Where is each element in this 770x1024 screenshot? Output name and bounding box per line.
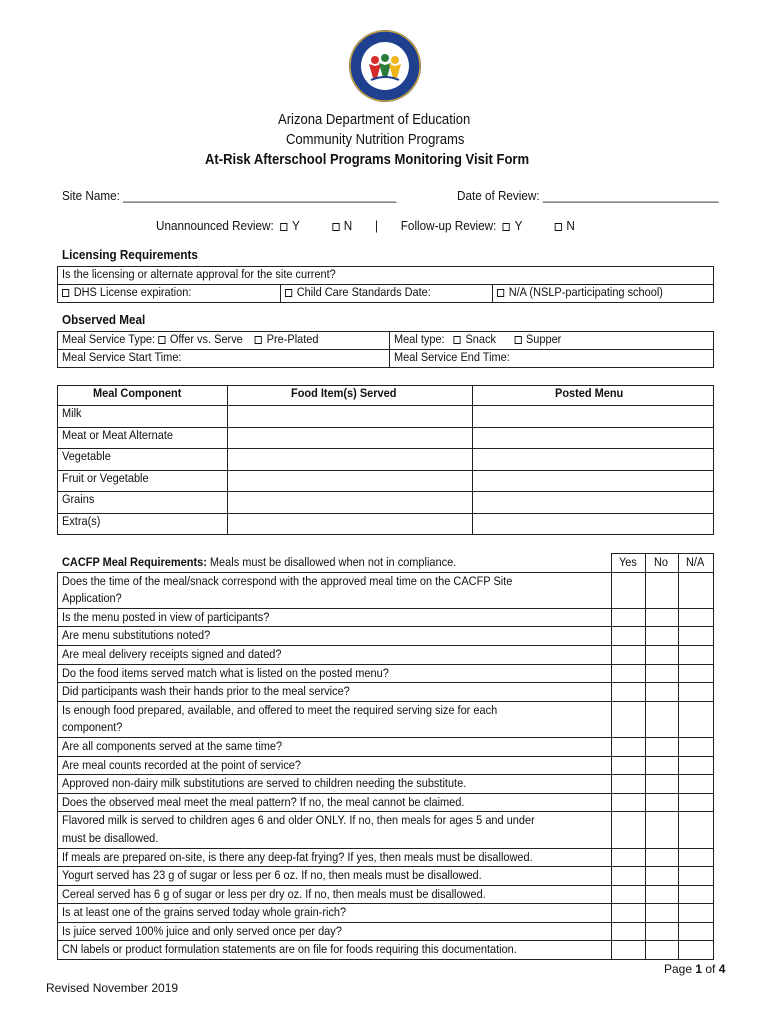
requirement-text: Is the menu posted in view of participants?: [62, 609, 270, 624]
answer-no-cell[interactable]: [646, 775, 679, 794]
answer-no-cell[interactable]: [646, 756, 679, 775]
answer-na-cell[interactable]: [679, 701, 714, 737]
posted-menu-cell[interactable]: [473, 427, 714, 449]
requirement-text: Yogurt served has 23 g of sugar or less per 6 oz. If no, then meals must be disallowed.: [62, 868, 482, 883]
page-number: 1: [695, 962, 703, 976]
requirement-text: Is juice served 100% juice and only served once per day?: [62, 923, 342, 938]
component-milk: Milk: [62, 406, 82, 420]
answer-na-cell[interactable]: [679, 922, 714, 941]
table-row: [58, 492, 714, 514]
snack-label: Snack: [465, 332, 496, 346]
snack-checkbox[interactable]: [454, 336, 461, 344]
col-posted-menu: Posted Menu: [555, 386, 624, 400]
cacfp-heading: CACFP Meal Requirements:: [61, 554, 207, 569]
answer-no-cell[interactable]: [646, 867, 679, 886]
child-care-checkbox[interactable]: [285, 289, 292, 297]
requirement-text: CN labels or product formulation statements are on file for foods requiring this documentation.: [62, 942, 517, 957]
answer-na-cell[interactable]: [679, 812, 714, 848]
child-care-label: Child Care Standards Date:: [296, 285, 431, 299]
table-row: [58, 775, 714, 794]
table-row: [58, 513, 714, 535]
answer-na-cell[interactable]: [679, 664, 714, 683]
table-row: [58, 867, 714, 886]
table-row: [58, 470, 714, 492]
no-label: N: [566, 218, 575, 233]
answer-na-cell[interactable]: [679, 627, 714, 646]
answer-na-cell[interactable]: [679, 941, 714, 960]
licensing-question: Is the licensing or alternate approval for the site current?: [62, 267, 336, 281]
requirement-text: must be disallowed.: [62, 830, 159, 845]
posted-menu-cell[interactable]: [473, 449, 714, 471]
answer-yes-cell[interactable]: [612, 793, 646, 812]
answer-na-cell[interactable]: [679, 885, 714, 904]
answer-na-cell[interactable]: [679, 904, 714, 923]
posted-menu-cell[interactable]: [473, 492, 714, 514]
table-row: [58, 904, 714, 923]
requirement-text: Did participants wash their hands prior to the meal service?: [62, 684, 350, 699]
answer-yes-cell[interactable]: [612, 664, 646, 683]
meal-type-label: Meal type:: [394, 332, 445, 346]
form-title: At-Risk Afterschool Programs Monitoring Visit Form: [204, 152, 530, 168]
answer-na-cell[interactable]: [679, 867, 714, 886]
answer-yes-cell[interactable]: [612, 941, 646, 960]
table-row: [58, 572, 714, 608]
food-item-cell[interactable]: [228, 449, 473, 471]
requirement-text: Does the observed meal meet the meal pattern? If no, the meal cannot be claimed.: [62, 794, 465, 809]
unannounced-label: Unannounced Review:: [156, 218, 274, 233]
table-row: [58, 406, 714, 428]
answer-na-cell[interactable]: [679, 775, 714, 794]
no-label: N: [343, 218, 353, 233]
food-item-cell[interactable]: [228, 513, 473, 535]
answer-no-cell[interactable]: [646, 608, 679, 627]
answer-no-cell[interactable]: [646, 664, 679, 683]
answer-no-cell[interactable]: [646, 627, 679, 646]
cacfp-table: [57, 553, 714, 960]
answer-no-cell[interactable]: [646, 572, 679, 608]
answer-na-cell[interactable]: [679, 572, 714, 608]
component-vegetable: Vegetable: [62, 449, 111, 463]
requirement-text: Are all components served at the same time?: [62, 738, 283, 753]
col-na: N/A: [685, 555, 705, 569]
table-row: [58, 683, 714, 702]
table-row: [58, 645, 714, 664]
yes-label: Y: [514, 218, 523, 233]
answer-no-cell[interactable]: [646, 848, 679, 867]
answer-no-cell[interactable]: [646, 701, 679, 737]
answer-na-cell[interactable]: [679, 683, 714, 702]
table-row: [58, 701, 714, 737]
answer-na-cell[interactable]: [679, 608, 714, 627]
requirement-text: Flavored milk is served to children ages 6 and older ONLY. If no, then meals for ages 5 and under: [62, 813, 535, 828]
food-item-cell[interactable]: [228, 406, 473, 428]
answer-no-cell[interactable]: [646, 793, 679, 812]
service-type-label: Meal Service Type:: [62, 332, 156, 346]
requirement-text: If meals are prepared on-site, is there any deep-fat frying? If yes, then meals must be disallowed.: [62, 849, 533, 864]
answer-no-cell[interactable]: [646, 941, 679, 960]
component-grains: Grains: [62, 492, 95, 506]
food-item-cell[interactable]: [228, 427, 473, 449]
table-row: [58, 427, 714, 449]
col-no: No: [654, 555, 669, 569]
table-row: [58, 737, 714, 756]
col-food-items: Food Item(s) Served: [291, 386, 397, 400]
end-time-field[interactable]: Meal Service End Time:: [394, 350, 510, 364]
followup-yes-checkbox[interactable]: [503, 223, 510, 231]
cacfp-note: Meals must be disallowed when not in compliance.: [206, 554, 456, 569]
component-extras: Extra(s): [62, 513, 101, 528]
followup-no-checkbox[interactable]: [555, 223, 562, 231]
revised-date: Revised November 2019: [46, 981, 179, 995]
table-row: [58, 885, 714, 904]
food-item-cell[interactable]: [228, 492, 473, 514]
answer-no-cell[interactable]: [646, 812, 679, 848]
answer-yes-cell[interactable]: [612, 885, 646, 904]
requirement-text: Approved non-dairy milk substitutions are served to children needing the substitute.: [62, 776, 467, 791]
col-yes: Yes: [618, 555, 637, 569]
start-time-field[interactable]: Meal Service Start Time:: [62, 350, 182, 364]
answer-no-cell[interactable]: [646, 904, 679, 923]
answer-yes-cell[interactable]: [612, 848, 646, 867]
supper-label: Supper: [525, 332, 562, 346]
answer-no-cell[interactable]: [646, 922, 679, 941]
col-meal-component: Meal Component: [93, 386, 182, 400]
observed-heading: Observed Meal: [62, 312, 146, 327]
answer-yes-cell[interactable]: [612, 701, 646, 737]
table-row: [58, 922, 714, 941]
page-prefix: Page: [664, 962, 696, 976]
answer-yes-cell[interactable]: [612, 683, 646, 702]
offer-label: Offer vs. Serve: [169, 332, 243, 346]
meal-components-table: [57, 385, 714, 535]
dhs-checkbox[interactable]: [62, 289, 69, 297]
unannounced-yes-checkbox[interactable]: [280, 223, 287, 231]
table-row: [58, 756, 714, 775]
answer-yes-cell[interactable]: [612, 645, 646, 664]
answer-yes-cell[interactable]: [612, 627, 646, 646]
dhs-label: DHS License expiration:: [73, 285, 192, 299]
requirement-text: component?: [62, 720, 123, 735]
answer-yes-cell[interactable]: [612, 812, 646, 848]
site-name-field[interactable]: Site Name: __________________________________________: [62, 188, 397, 203]
unannounced-no-checkbox[interactable]: [332, 223, 339, 231]
na-nslp-label: N/A (NSLP-participating school): [508, 285, 663, 299]
followup-label: Follow-up Review:: [400, 218, 497, 233]
requirement-text: Is enough food prepared, available, and offered to meet the required serving size for each: [62, 702, 498, 717]
answer-na-cell[interactable]: [679, 848, 714, 867]
answer-no-cell[interactable]: [646, 683, 679, 702]
observed-meal-table: [57, 331, 714, 368]
answer-na-cell[interactable]: [679, 645, 714, 664]
answer-na-cell[interactable]: [679, 793, 714, 812]
posted-menu-cell[interactable]: [473, 406, 714, 428]
posted-menu-cell[interactable]: [473, 513, 714, 535]
posted-menu-cell[interactable]: [473, 470, 714, 492]
preplated-label: Pre-Plated: [266, 332, 319, 346]
agency-logo: [347, 28, 423, 104]
requirement-text: Are meal counts recorded at the point of service?: [62, 757, 302, 772]
answer-yes-cell[interactable]: [612, 756, 646, 775]
table-row: [58, 608, 714, 627]
yes-label: Y: [291, 218, 300, 233]
requirement-text: Application?: [62, 591, 122, 606]
page-of: of: [702, 962, 719, 976]
answer-yes-cell[interactable]: [612, 608, 646, 627]
answer-yes-cell[interactable]: [612, 867, 646, 886]
table-row: [58, 664, 714, 683]
table-row: [58, 449, 714, 471]
answer-no-cell[interactable]: [646, 645, 679, 664]
na-nslp-checkbox[interactable]: [497, 289, 504, 297]
supper-checkbox[interactable]: [514, 336, 521, 344]
answer-no-cell[interactable]: [646, 737, 679, 756]
answer-na-cell[interactable]: [679, 756, 714, 775]
licensing-heading: Licensing Requirements: [62, 247, 198, 262]
requirement-text: Does the time of the meal/snack correspond with the approved meal time on the CACFP Site: [62, 573, 513, 588]
answer-yes-cell[interactable]: [612, 904, 646, 923]
requirement-text: Are menu substitutions noted?: [62, 628, 211, 643]
separator: |: [374, 218, 379, 233]
table-row: [58, 812, 714, 848]
program-name: Community Nutrition Programs: [285, 132, 465, 148]
requirement-text: Is at least one of the grains served today whole grain-rich?: [62, 905, 347, 920]
food-item-cell[interactable]: [228, 470, 473, 492]
offer-checkbox[interactable]: [158, 336, 165, 344]
date-of-review-field[interactable]: Date of Review: ___________________________: [457, 188, 719, 203]
table-row: [58, 793, 714, 812]
requirement-text: Do the food items served match what is listed on the posted menu?: [62, 665, 389, 680]
table-row: [58, 941, 714, 960]
page-total: 4: [718, 962, 726, 976]
requirement-text: Cereal served has 6 g of sugar or less per dry oz. If no, then meals must be disallowed.: [62, 886, 486, 901]
component-fruit: Fruit or Vegetable: [62, 470, 149, 485]
table-row: [58, 848, 714, 867]
answer-na-cell[interactable]: [679, 737, 714, 756]
component-meat: Meat or Meat Alternate: [62, 427, 173, 442]
preplated-checkbox[interactable]: [255, 336, 262, 344]
answer-yes-cell[interactable]: [612, 922, 646, 941]
answer-yes-cell[interactable]: [612, 737, 646, 756]
agency-name: Arizona Department of Education: [278, 112, 471, 128]
table-row: [58, 627, 714, 646]
answer-yes-cell[interactable]: [612, 572, 646, 608]
requirement-text: Are meal delivery receipts signed and dated?: [62, 646, 282, 661]
licensing-table: [57, 266, 714, 303]
answer-no-cell[interactable]: [646, 885, 679, 904]
answer-yes-cell[interactable]: [612, 775, 646, 794]
